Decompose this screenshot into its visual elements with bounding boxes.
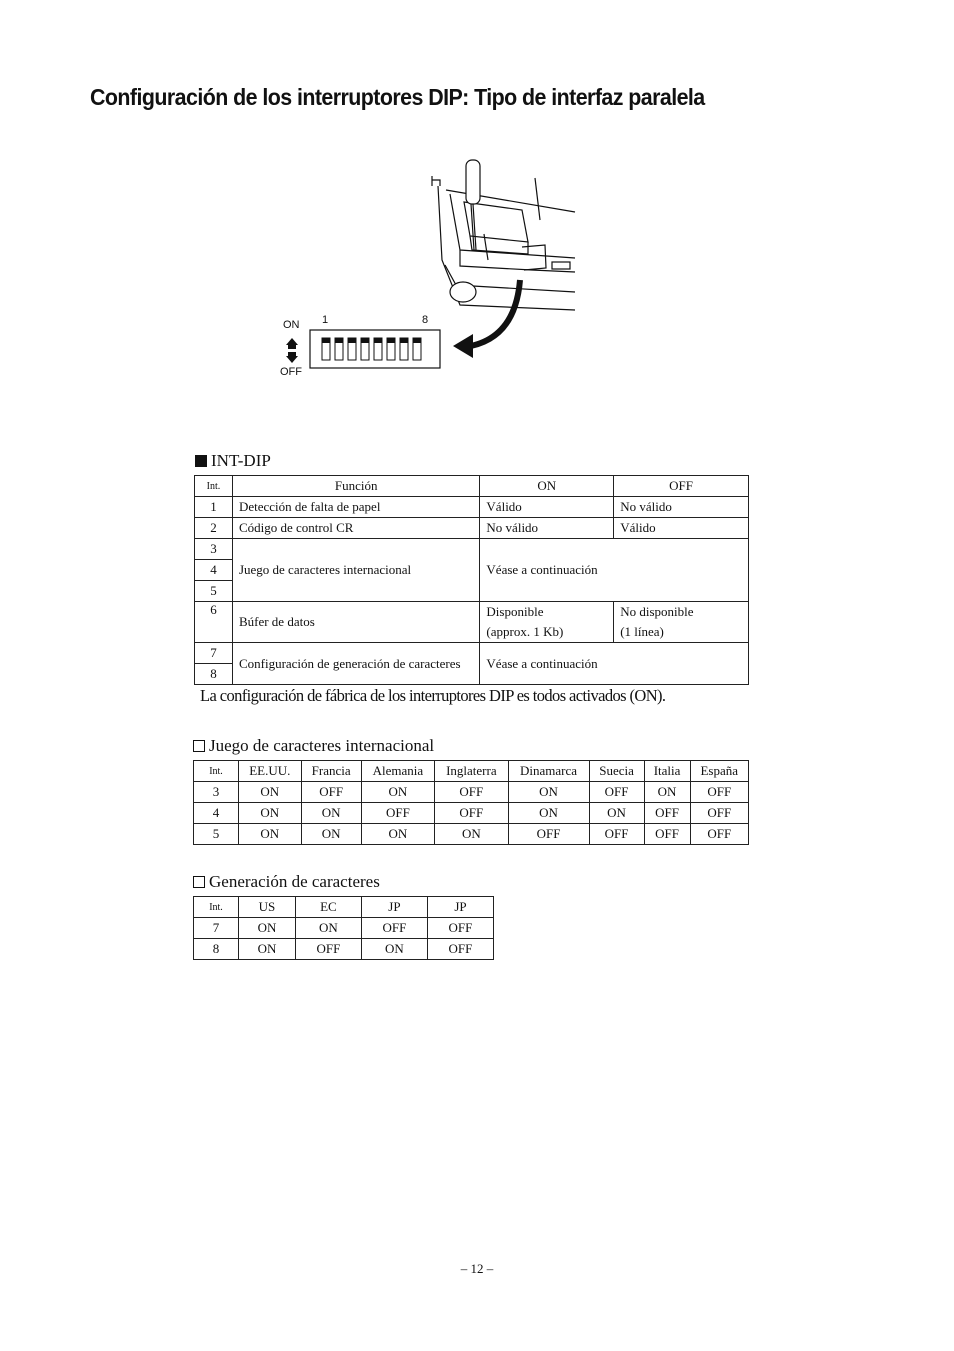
- table-cell: 4: [194, 803, 239, 824]
- dip-switch-levers: [322, 338, 421, 360]
- table-cell: ON: [435, 824, 508, 845]
- table-cell: ON: [239, 803, 302, 824]
- on-label: ON: [283, 319, 300, 331]
- table-cell: 7: [195, 643, 233, 664]
- table-cell: OFF: [301, 782, 361, 803]
- table-cell: 7: [194, 918, 239, 939]
- table-cell: 5: [195, 581, 233, 602]
- table-row: [194, 897, 494, 918]
- table-row: [194, 939, 494, 960]
- gen-heading: Generación de caracteres: [193, 872, 380, 892]
- header-funcion: Función: [232, 476, 479, 497]
- table-cell: 8: [195, 664, 233, 685]
- table-cell: 4: [195, 560, 233, 581]
- table-header-cell: Francia: [301, 761, 361, 782]
- table-cell: Disponible (approx. 1 Kb): [480, 602, 614, 643]
- table-cell: Detección de falta de papel: [232, 497, 479, 518]
- table-header-cell: Suecia: [589, 761, 644, 782]
- table-cell: ON: [644, 782, 690, 803]
- table-cell: ON: [239, 824, 302, 845]
- table-cell: 5: [194, 824, 239, 845]
- table-row: [194, 918, 494, 939]
- table-row: [195, 497, 749, 518]
- table-cell: No válido: [614, 497, 749, 518]
- table-header-cell: Alemania: [361, 761, 434, 782]
- table-row: [195, 602, 749, 643]
- table-row: [194, 824, 749, 845]
- empty-square-icon: [193, 876, 205, 888]
- table-cell: Código de control CR: [232, 518, 479, 539]
- header-on: ON: [480, 476, 614, 497]
- table-cell: OFF: [435, 782, 508, 803]
- table-header-cell: JP: [361, 897, 427, 918]
- table-cell: Véase a continuación: [480, 643, 749, 685]
- table-row: [194, 803, 749, 824]
- table-header-cell: EC: [295, 897, 361, 918]
- table-header-cell: US: [239, 897, 296, 918]
- intl-heading: Juego de caracteres internacional: [193, 736, 434, 756]
- table-cell: 1: [195, 497, 233, 518]
- table-cell: 3: [195, 539, 233, 560]
- table-header-cell: España: [690, 761, 748, 782]
- table-cell: 3: [194, 782, 239, 803]
- table-cell: ON: [508, 803, 589, 824]
- factory-setting-note: La configuración de fábrica de los interruptores DIP es todos activados (ON).: [200, 686, 666, 705]
- off-label: OFF: [280, 366, 302, 378]
- table-cell: OFF: [427, 939, 493, 960]
- table-cell: ON: [301, 824, 361, 845]
- table-cell: ON: [361, 824, 434, 845]
- table-row: [195, 539, 749, 560]
- table-header-cell: Int.: [194, 897, 239, 918]
- table-cell: OFF: [644, 824, 690, 845]
- table-cell: 8: [194, 939, 239, 960]
- page-title: Configuración de los interruptores DIP: Tipo de interfaz paralela: [90, 84, 705, 110]
- table-row: [195, 643, 749, 664]
- table-row: [195, 518, 749, 539]
- table-cell: Véase a continuación: [480, 539, 749, 602]
- page-number: – 12 –: [460, 1261, 494, 1276]
- table-row: [194, 782, 749, 803]
- table-cell: No válido: [480, 518, 614, 539]
- table-header-cell: Inglaterra: [435, 761, 508, 782]
- table-cell: OFF: [435, 803, 508, 824]
- table-cell: Válido: [480, 497, 614, 518]
- table-cell: 2: [195, 518, 233, 539]
- table-cell: Búfer de datos: [232, 602, 479, 643]
- intdip-heading: INT-DIP: [195, 451, 271, 471]
- table-cell: OFF: [690, 782, 748, 803]
- header-int: Int.: [195, 476, 233, 497]
- printer-illustration: [270, 150, 590, 390]
- table-header-cell: Italia: [644, 761, 690, 782]
- table-header-cell: JP: [427, 897, 493, 918]
- switch-first-label: 1: [322, 314, 329, 326]
- table-cell: OFF: [644, 803, 690, 824]
- table-cell: OFF: [589, 824, 644, 845]
- table-cell: Configuración de generación de caracteres: [232, 643, 479, 685]
- table-header-cell: Dinamarca: [508, 761, 589, 782]
- intl-table: [193, 760, 749, 845]
- gen-table: [193, 896, 494, 960]
- table-cell: ON: [589, 803, 644, 824]
- table-cell: OFF: [508, 824, 589, 845]
- table-cell: Juego de caracteres internacional: [232, 539, 479, 602]
- filled-square-icon: [195, 455, 207, 467]
- table-cell: 6: [195, 602, 233, 643]
- table-cell: OFF: [690, 803, 748, 824]
- table-cell: ON: [361, 782, 434, 803]
- table-cell: OFF: [295, 939, 361, 960]
- table-cell: ON: [239, 939, 296, 960]
- table-cell: Válido: [614, 518, 749, 539]
- table-cell: No disponible (1 línea): [614, 602, 749, 643]
- table-cell: ON: [239, 918, 296, 939]
- table-cell: OFF: [589, 782, 644, 803]
- table-cell: ON: [361, 939, 427, 960]
- intdip-table: [194, 475, 749, 685]
- table-cell: OFF: [361, 918, 427, 939]
- table-header-cell: EE.UU.: [239, 761, 302, 782]
- table-row: [195, 476, 749, 497]
- table-cell: ON: [508, 782, 589, 803]
- table-cell: ON: [295, 918, 361, 939]
- table-cell: ON: [301, 803, 361, 824]
- header-off: OFF: [614, 476, 749, 497]
- switch-last-label: 8: [422, 314, 429, 326]
- table-cell: OFF: [690, 824, 748, 845]
- table-cell: ON: [239, 782, 302, 803]
- empty-square-icon: [193, 740, 205, 752]
- table-header-cell: Int.: [194, 761, 239, 782]
- dip-switch-figure: [270, 150, 590, 395]
- table-cell: OFF: [427, 918, 493, 939]
- table-cell: OFF: [361, 803, 434, 824]
- table-row: [194, 761, 749, 782]
